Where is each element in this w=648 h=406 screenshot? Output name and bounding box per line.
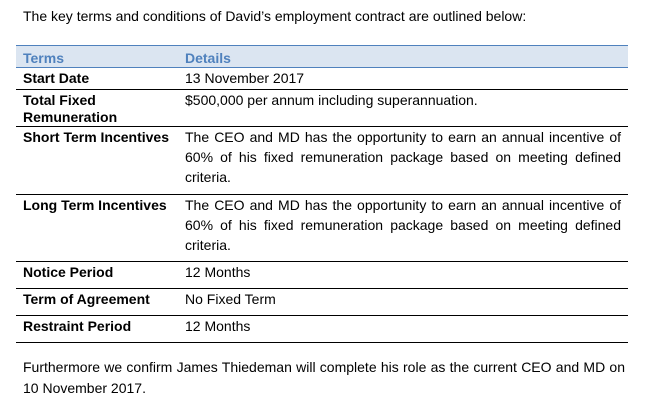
term-label: Start Date xyxy=(16,68,178,90)
closing-paragraph: Furthermore we confirm James Thiedeman will complete his role as the current CEO and MD on 10 November 2017. xyxy=(23,359,625,396)
table-row-restraint-period xyxy=(16,316,628,343)
column-header-details: Details xyxy=(178,46,628,68)
contract-terms-table xyxy=(16,45,628,343)
term-label: Total Fixed Remuneration xyxy=(16,90,178,127)
table-row-long-term-incentives xyxy=(16,195,628,262)
term-label: Long Term Incentives xyxy=(16,195,178,262)
term-detail: The CEO and MD has the opportunity to earn an annual incentive of 60% of his fixed remuneration package based on meeting defined criteria. xyxy=(178,195,628,262)
table-row-total-fixed-remuneration xyxy=(16,90,628,127)
table-row-start-date xyxy=(16,68,628,90)
term-detail: 13 November 2017 xyxy=(178,68,628,90)
table-row-notice-period xyxy=(16,262,628,289)
term-label: Notice Period xyxy=(16,262,178,289)
term-detail: No Fixed Term xyxy=(178,289,628,316)
term-detail: The CEO and MD has the opportunity to earn an annual incentive of 60% of his fixed remuneration package based on meeting defined criteria. xyxy=(178,127,628,195)
table-header-row xyxy=(16,46,628,68)
term-detail: $500,000 per annum including superannuation. xyxy=(178,90,628,127)
term-detail: 12 Months xyxy=(178,262,628,289)
term-detail: 12 Months xyxy=(178,316,628,343)
table-row-term-of-agreement xyxy=(16,289,628,316)
term-label: Short Term Incentives xyxy=(16,127,178,195)
table-row-short-term-incentives xyxy=(16,127,628,195)
column-header-terms: Terms xyxy=(16,46,178,68)
term-label: Term of Agreement xyxy=(16,289,178,316)
intro-paragraph: The key terms and conditions of David’s employment contract are outlined below: xyxy=(23,8,527,24)
term-label: Restraint Period xyxy=(16,316,178,343)
